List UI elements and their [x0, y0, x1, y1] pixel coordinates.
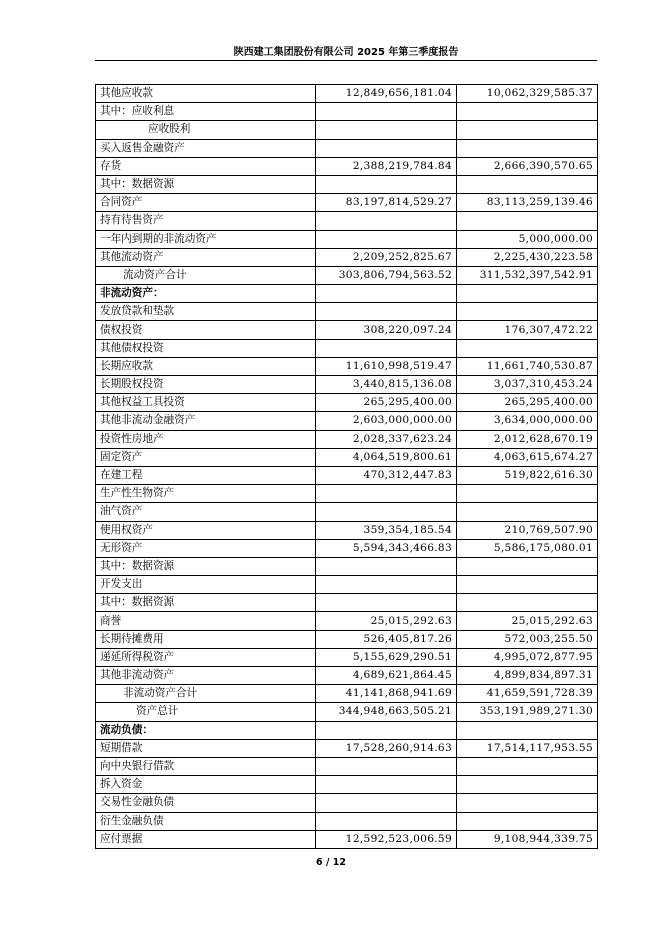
row-label: 无形资产	[96, 539, 316, 557]
current-period-value: 2,028,337,623.24	[316, 430, 457, 448]
row-label: 商誉	[96, 612, 316, 630]
prior-period-value: 25,015,292.63	[457, 612, 598, 630]
row-label: 发放贷款和垫款	[96, 303, 316, 321]
prior-period-value: 210,769,507.90	[457, 521, 598, 539]
current-period-value: 2,388,219,784.84	[316, 157, 457, 175]
table-row	[96, 794, 598, 812]
row-label: 持有待售资产	[96, 212, 316, 230]
current-period-value	[316, 721, 457, 739]
row-label: 在建工程	[96, 466, 316, 484]
table-row	[96, 194, 598, 212]
row-label: 其中：应收利息	[96, 103, 316, 121]
row-label: 其中：数据资源	[96, 175, 316, 193]
prior-period-value	[457, 103, 598, 121]
table-row	[96, 576, 598, 594]
table-row	[96, 103, 598, 121]
table-row	[96, 503, 598, 521]
current-period-value: 12,849,656,181.04	[316, 85, 457, 103]
prior-period-value	[457, 212, 598, 230]
current-period-value: 83,197,814,529.27	[316, 194, 457, 212]
current-period-value: 303,806,794,563.52	[316, 266, 457, 284]
row-label: 其中：数据资源	[96, 557, 316, 575]
table-row	[96, 667, 598, 685]
table-row	[96, 339, 598, 357]
row-label: 应付票据	[96, 830, 316, 848]
row-label: 其他债权投资	[96, 339, 316, 357]
prior-period-value: 2,666,390,570.65	[457, 157, 598, 175]
table-row	[96, 376, 598, 394]
current-period-value	[316, 339, 457, 357]
table-row	[96, 430, 598, 448]
table-row	[96, 448, 598, 466]
row-label: 拆入资金	[96, 776, 316, 794]
prior-period-value	[457, 339, 598, 357]
prior-period-value: 5,000,000.00	[457, 230, 598, 248]
prior-period-value	[457, 594, 598, 612]
current-period-value	[316, 139, 457, 157]
current-period-value	[316, 594, 457, 612]
current-period-value: 41,141,868,941.69	[316, 685, 457, 703]
prior-period-value: 519,822,616.30	[457, 466, 598, 484]
prior-period-value: 311,532,397,542.91	[457, 266, 598, 284]
row-label: 债权投资	[96, 321, 316, 339]
row-label: 合同资产	[96, 194, 316, 212]
prior-period-value	[457, 485, 598, 503]
prior-period-value: 10,062,329,585.37	[457, 85, 598, 103]
prior-period-value	[457, 812, 598, 830]
row-label: 长期待摊费用	[96, 630, 316, 648]
subtotal-row	[96, 266, 598, 284]
report-header: 陕西建工集团股份有限公司 2025 年第三季度报告	[233, 47, 459, 58]
table-row	[96, 648, 598, 666]
prior-period-value	[457, 503, 598, 521]
prior-period-value	[457, 175, 598, 193]
current-period-value	[316, 812, 457, 830]
prior-period-value: 41,659,591,728.39	[457, 685, 598, 703]
prior-period-value: 9,108,944,339.75	[457, 830, 598, 848]
table-row	[96, 85, 598, 103]
row-label: 其他应收款	[96, 85, 316, 103]
section-header-row	[96, 721, 598, 739]
row-label: 递延所得税资产	[96, 648, 316, 666]
current-period-value: 526,405,817.26	[316, 630, 457, 648]
prior-period-value: 4,063,615,674.27	[457, 448, 598, 466]
table-row	[96, 521, 598, 539]
current-period-value: 4,689,621,864.45	[316, 667, 457, 685]
table-row	[96, 412, 598, 430]
table-row	[96, 812, 598, 830]
section-heading: 非流动资产：	[96, 285, 316, 303]
row-label: 油气资产	[96, 503, 316, 521]
balance-sheet-table	[95, 84, 598, 849]
row-label: 长期股权投资	[96, 376, 316, 394]
current-period-value: 12,592,523,006.59	[316, 830, 457, 848]
current-period-value	[316, 485, 457, 503]
prior-period-value	[457, 139, 598, 157]
table-row	[96, 594, 598, 612]
prior-period-value: 353,191,989,271.30	[457, 703, 598, 721]
table-row	[96, 303, 598, 321]
current-period-value	[316, 285, 457, 303]
row-label: 长期应收款	[96, 357, 316, 375]
section-heading: 流动负债：	[96, 721, 316, 739]
table-row	[96, 394, 598, 412]
table-row	[96, 485, 598, 503]
row-label: 买入返售金融资产	[96, 139, 316, 157]
row-label: 其他非流动资产	[96, 667, 316, 685]
table-row	[96, 139, 598, 157]
current-period-value	[316, 776, 457, 794]
table-row	[96, 175, 598, 193]
current-period-value: 11,610,998,519.47	[316, 357, 457, 375]
prior-period-value: 83,113,259,139.46	[457, 194, 598, 212]
subtotal-row	[96, 685, 598, 703]
prior-period-value: 265,295,400.00	[457, 394, 598, 412]
prior-period-value: 3,634,000,000.00	[457, 412, 598, 430]
prior-period-value: 17,514,117,953.55	[457, 739, 598, 757]
current-period-value	[316, 175, 457, 193]
page-number: 6 / 12	[316, 857, 346, 868]
current-period-value	[316, 121, 457, 139]
table-row	[96, 248, 598, 266]
current-period-value: 265,295,400.00	[316, 394, 457, 412]
current-period-value: 470,312,447.83	[316, 466, 457, 484]
prior-period-value: 11,661,740,530.87	[457, 357, 598, 375]
current-period-value: 2,603,000,000.00	[316, 412, 457, 430]
prior-period-value	[457, 303, 598, 321]
prior-period-value: 176,307,472.22	[457, 321, 598, 339]
row-label: 短期借款	[96, 739, 316, 757]
row-label: 交易性金融负债	[96, 794, 316, 812]
prior-period-value: 4,995,072,877.95	[457, 648, 598, 666]
current-period-value	[316, 230, 457, 248]
table-row	[96, 830, 598, 848]
row-label: 其中：数据资源	[96, 594, 316, 612]
prior-period-value: 2,225,430,223.58	[457, 248, 598, 266]
current-period-value: 5,594,343,466.83	[316, 539, 457, 557]
table-row	[96, 757, 598, 775]
row-label: 应收股利	[96, 121, 316, 139]
current-period-value: 359,354,185.54	[316, 521, 457, 539]
current-period-value: 17,528,260,914.63	[316, 739, 457, 757]
prior-period-value	[457, 285, 598, 303]
prior-period-value	[457, 121, 598, 139]
row-label: 一年内到期的非流动资产	[96, 230, 316, 248]
prior-period-value	[457, 757, 598, 775]
row-label: 资产总计	[96, 703, 316, 721]
current-period-value: 308,220,097.24	[316, 321, 457, 339]
row-label: 存货	[96, 157, 316, 175]
table-row	[96, 466, 598, 484]
current-period-value	[316, 103, 457, 121]
current-period-value: 2,209,252,825.67	[316, 248, 457, 266]
prior-period-value: 5,586,175,080.01	[457, 539, 598, 557]
prior-period-value	[457, 576, 598, 594]
row-label: 向中央银行借款	[96, 757, 316, 775]
table-row	[96, 357, 598, 375]
table-row	[96, 121, 598, 139]
table-row	[96, 630, 598, 648]
current-period-value	[316, 503, 457, 521]
row-label: 开发支出	[96, 576, 316, 594]
table-row	[96, 557, 598, 575]
header-divider	[95, 60, 597, 61]
current-period-value: 5,155,629,290.51	[316, 648, 457, 666]
row-label: 其他流动资产	[96, 248, 316, 266]
current-period-value: 4,064,519,800.61	[316, 448, 457, 466]
prior-period-value: 572,003,255.50	[457, 630, 598, 648]
row-label: 其他权益工具投资	[96, 394, 316, 412]
current-period-value: 344,948,663,505.21	[316, 703, 457, 721]
table-row	[96, 230, 598, 248]
prior-period-value: 2,012,628,670.19	[457, 430, 598, 448]
row-label: 固定资产	[96, 448, 316, 466]
table-row	[96, 739, 598, 757]
section-header-row	[96, 285, 598, 303]
table-row	[96, 157, 598, 175]
prior-period-value	[457, 721, 598, 739]
current-period-value	[316, 303, 457, 321]
current-period-value	[316, 757, 457, 775]
table-row	[96, 321, 598, 339]
row-label: 使用权资产	[96, 521, 316, 539]
table-row	[96, 776, 598, 794]
row-label: 生产性生物资产	[96, 485, 316, 503]
prior-period-value	[457, 557, 598, 575]
table-row	[96, 539, 598, 557]
current-period-value	[316, 794, 457, 812]
prior-period-value: 3,037,310,453.24	[457, 376, 598, 394]
row-label: 流动资产合计	[96, 266, 316, 284]
current-period-value: 3,440,815,136.08	[316, 376, 457, 394]
row-label: 其他非流动金融资产	[96, 412, 316, 430]
row-label: 非流动资产合计	[96, 685, 316, 703]
prior-period-value	[457, 776, 598, 794]
total-row	[96, 703, 598, 721]
current-period-value	[316, 576, 457, 594]
prior-period-value: 4,899,834,897.31	[457, 667, 598, 685]
current-period-value	[316, 557, 457, 575]
table-row	[96, 212, 598, 230]
current-period-value: 25,015,292.63	[316, 612, 457, 630]
prior-period-value	[457, 794, 598, 812]
row-label: 衍生金融负债	[96, 812, 316, 830]
table-row	[96, 612, 598, 630]
row-label: 投资性房地产	[96, 430, 316, 448]
current-period-value	[316, 212, 457, 230]
